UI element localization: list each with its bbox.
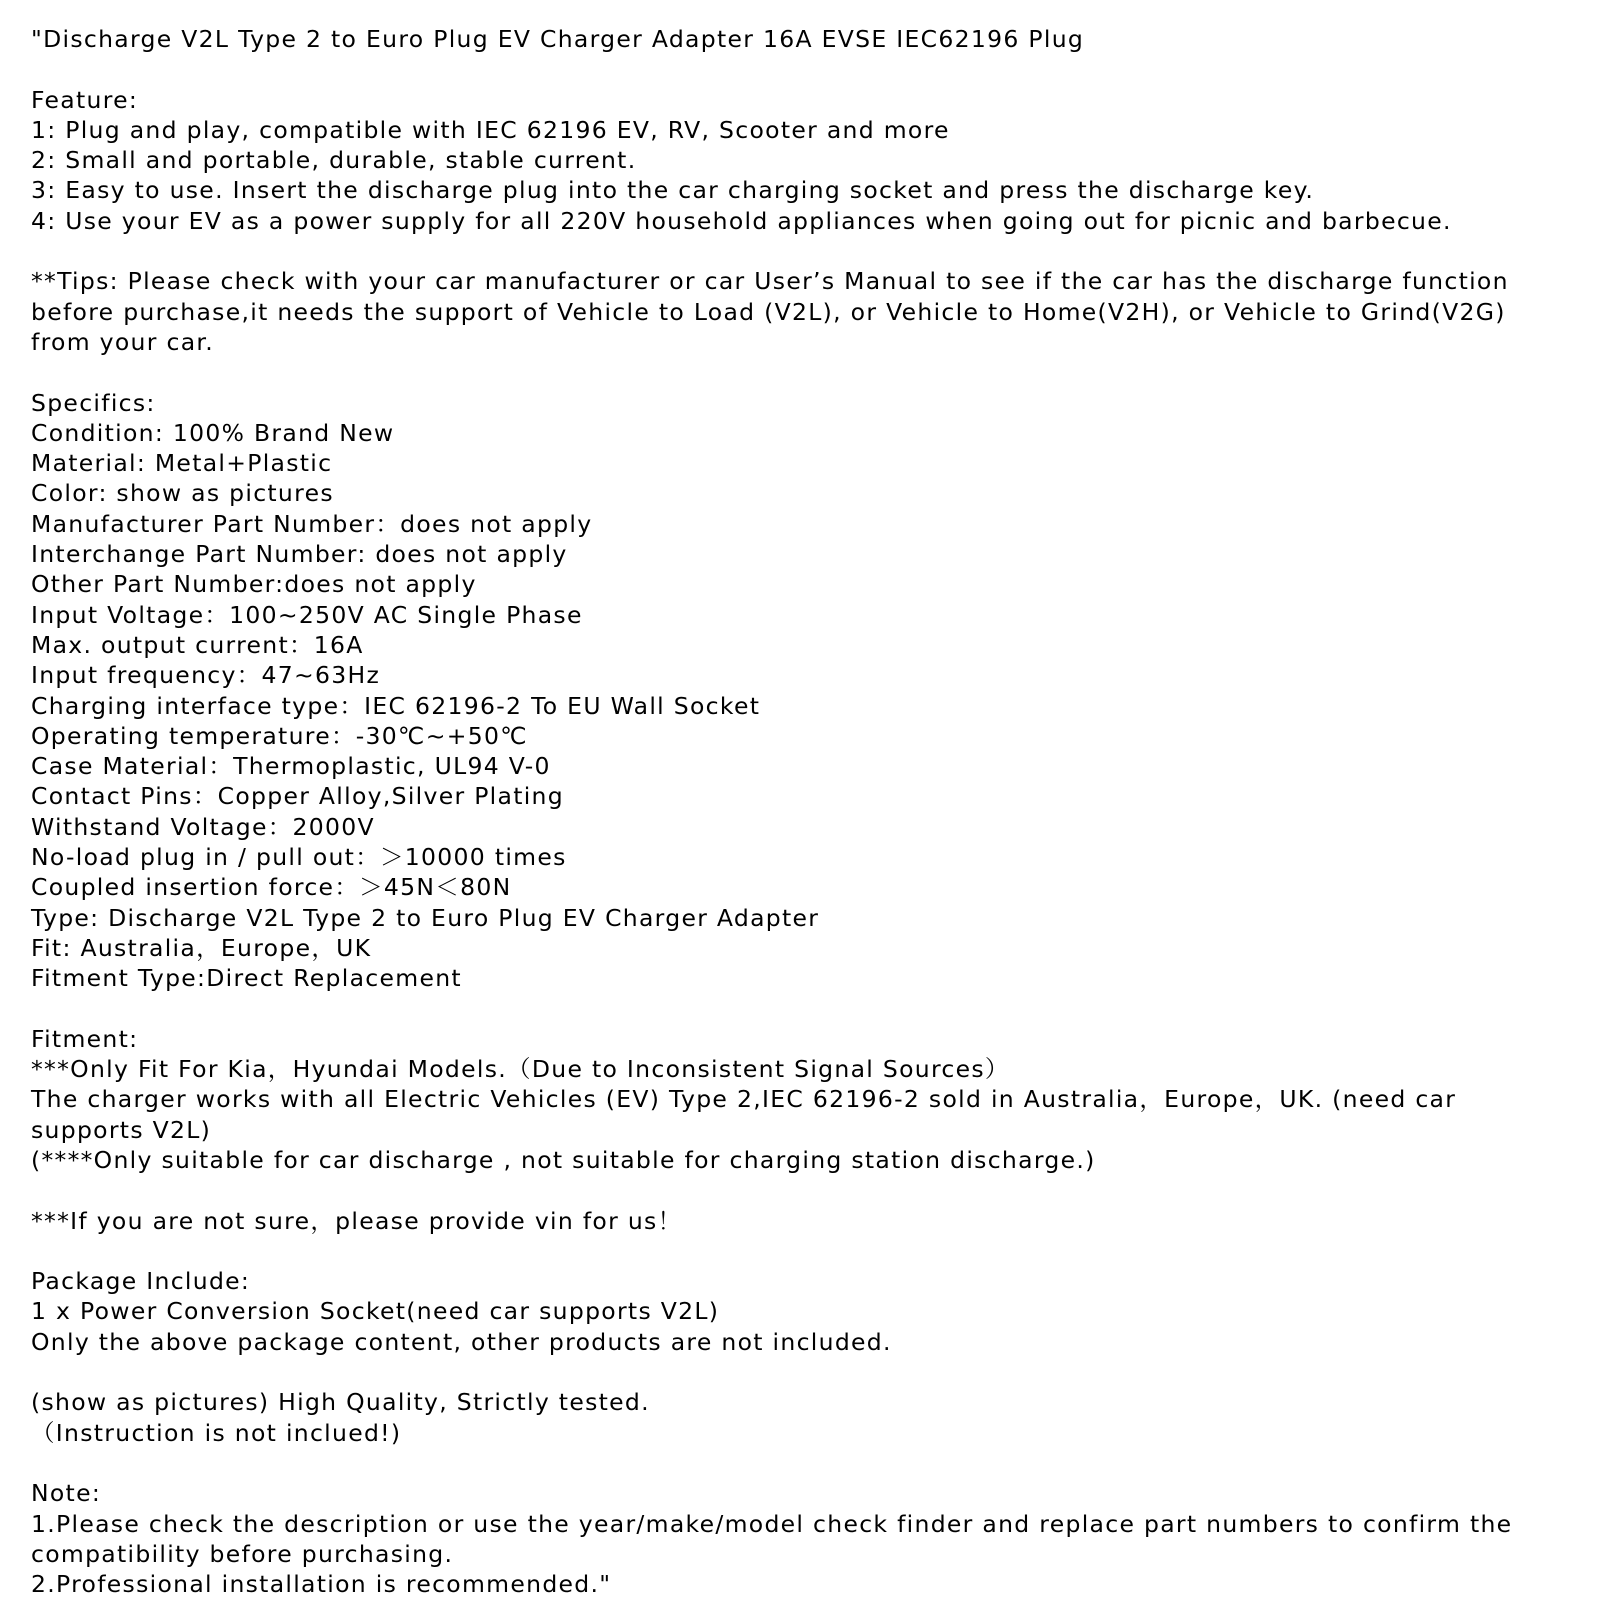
spec-insertion-force: Coupled insertion force：＞45N＜80N [31, 873, 512, 902]
spacer [31, 994, 1581, 1024]
spec-color: Color: show as pictures [31, 479, 334, 508]
feature-item: 2: Small and portable, durable, stable current. [31, 146, 637, 175]
feature-item: 1: Plug and play, compatible with IEC 62196 EV, RV, Scooter and more [31, 115, 950, 144]
fitment-heading: Fitment: [31, 1024, 139, 1053]
not-sure-note: ***If you are not sure，please provide vin for us！ [31, 1206, 683, 1235]
spacer [31, 1357, 1581, 1387]
feature-item: 4: Use your EV as a power supply for all 220V household appliances when going out for picnic and barbecue. [31, 206, 1452, 235]
instruction-line: （Instruction is not inclued!) [31, 1418, 402, 1447]
spacer [31, 1175, 1581, 1205]
tips-paragraph: **Tips: Please check with your car manufacturer or car User’s Manual to see if the car has the discharge function before purchase,it needs the support of Vehicle to Load (V2L), or Vehicle to Home(V2H), or Vehicle to Grind(V2G) from your car. [31, 267, 1518, 356]
note-section [31, 1478, 1581, 1599]
spec-case-material: Case Material：Thermoplastic, UL94 V-0 [31, 752, 551, 781]
spec-max-output-current: Max. output current：16A [31, 630, 364, 659]
spec-interchange-part-number: Interchange Part Number: does not apply [31, 540, 568, 569]
fitment-suitable: (****Only suitable for car discharge , not suitable for charging station discharge.) [31, 1145, 1096, 1174]
spec-other-part-number: Other Part Number:does not apply [31, 570, 477, 599]
specifics-section [31, 388, 1581, 994]
feature-heading: Feature: [31, 85, 139, 114]
quality-line: (show as pictures) High Quality, Strictly tested. [31, 1388, 650, 1417]
specifics-heading: Specifics: [31, 388, 156, 417]
product-title: "Discharge V2L Type 2 to Euro Plug EV Charger Adapter 16A EVSE IEC62196 Plug [31, 25, 1085, 53]
fitment-only-fit: ***Only Fit For Kia，Hyundai Models.（Due to Inconsistent Signal Sources） [31, 1055, 1010, 1084]
note-item: 2.Professional installation is recommended." [31, 1570, 612, 1599]
note-heading: Note: [31, 1479, 102, 1508]
package-item: 1 x Power Conversion Socket(need car supports V2L) [31, 1297, 720, 1326]
spec-condition: Condition: 100% Brand New [31, 418, 395, 447]
spec-contact-pins: Contact Pins：Copper Alloy,Silver Plating [31, 782, 564, 811]
spec-operating-temperature: Operating temperature：-30℃~+50℃ [31, 721, 528, 750]
spec-type: Type: Discharge V2L Type 2 to Euro Plug EV Charger Adapter [31, 903, 820, 932]
spec-material: Material: Metal+Plastic [31, 449, 333, 478]
spec-withstand-voltage: Withstand Voltage：2000V [31, 812, 375, 841]
spec-input-voltage: Input Voltage：100~250V AC Single Phase [31, 600, 583, 629]
package-heading: Package Include: [31, 1267, 251, 1296]
spacer [31, 357, 1581, 387]
note-item: 1.Please check the description or use the year/make/model check finder and replace part numbers to confirm the compatibility before purchasing. [31, 1509, 1522, 1568]
product-description [31, 24, 1581, 1599]
spacer [31, 1448, 1581, 1478]
spec-fit: Fit: Australia，Europe，UK [31, 933, 372, 962]
fitment-works-with: The charger works with all Electric Vehicles (EV) Type 2,IEC 62196-2 sold in Australia，Europe，UK. (need car supports V2L) [31, 1085, 1465, 1144]
spec-plug-cycles: No-load plug in / pull out：＞10000 times [31, 843, 567, 872]
spec-input-frequency: Input frequency：47~63Hz [31, 661, 381, 690]
fitment-section [31, 1024, 1581, 1175]
spacer [31, 54, 1581, 84]
quality-section [31, 1387, 1581, 1448]
spec-fitment-type: Fitment Type:Direct Replacement [31, 964, 462, 993]
package-section [31, 1266, 1581, 1357]
feature-section [31, 85, 1581, 236]
spacer [31, 1236, 1581, 1266]
spacer [31, 236, 1581, 266]
spec-manufacturer-part-number: Manufacturer Part Number：does not apply [31, 509, 593, 538]
feature-item: 3: Easy to use. Insert the discharge plug into the car charging socket and press the discharge key. [31, 176, 1315, 205]
package-item: Only the above package content, other products are not included. [31, 1327, 892, 1356]
spec-charging-interface: Charging interface type：IEC 62196-2 To EU Wall Socket [31, 691, 761, 720]
